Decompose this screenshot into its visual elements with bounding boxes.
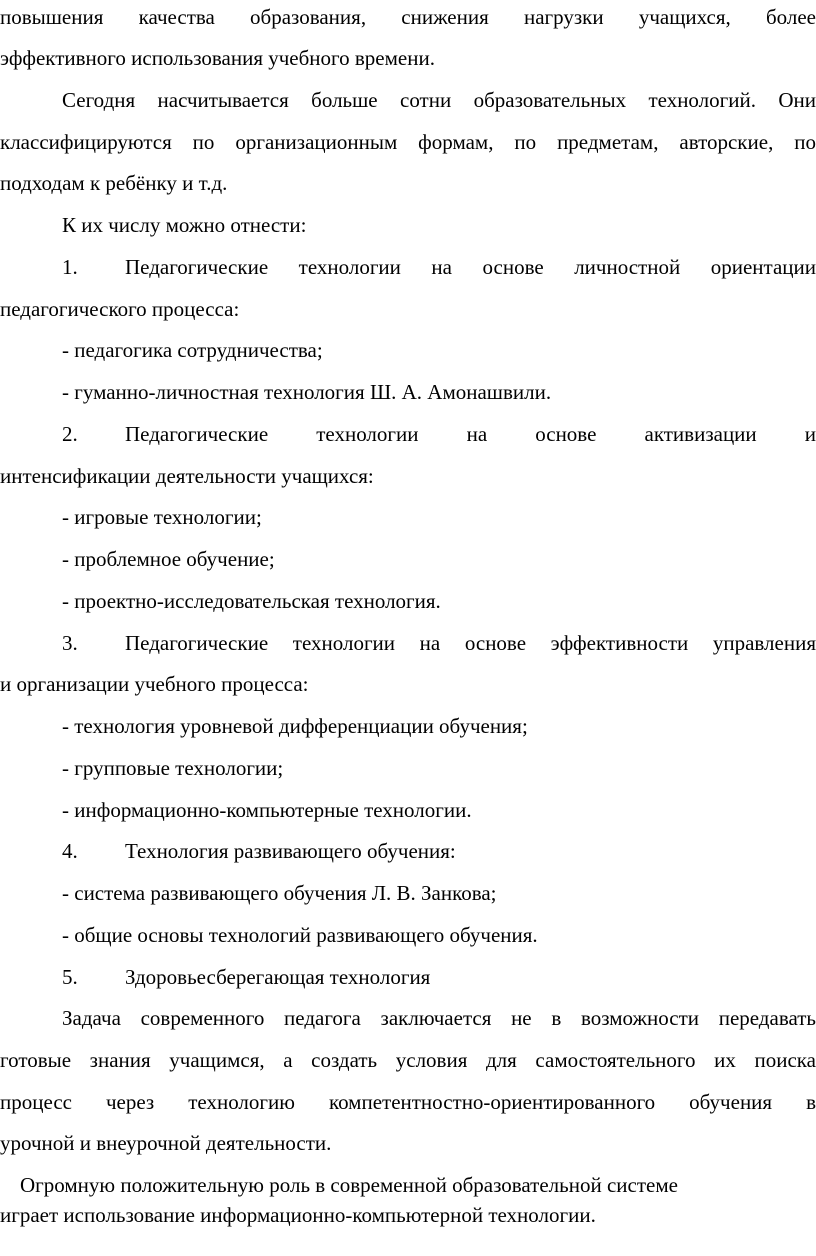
list-continuation: педагогического процесса: (0, 297, 240, 321)
sub-item: - технология уровневой дифференциации обучения; (62, 714, 528, 738)
sub-item: - общие основы технологий развивающего обучения. (62, 923, 538, 947)
list-number: 4. (62, 839, 78, 863)
paragraph-line: К их числу можно отнести: (62, 213, 307, 237)
sub-item: - проблемное обучение; (62, 547, 275, 571)
sub-item: - система развивающего обучения Л. В. Занкова; (62, 881, 497, 905)
sub-item: - проектно-исследовательская технология. (62, 589, 441, 613)
paragraph-line: готовые знания учащимся, а создать условия для самостоятельного их поиска (0, 1048, 816, 1072)
paragraph-line: классифицируются по организационным формам, по предметам, авторские, по (0, 130, 816, 154)
list-item (0, 422, 816, 446)
list-item (0, 255, 816, 279)
sub-item: - гуманно-личностная технология Ш. А. Амонашвили. (62, 380, 552, 404)
list-item (0, 631, 816, 655)
sub-item: - педагогика сотрудничества; (62, 338, 323, 362)
paragraph-line: Огромную положительную роль в современной образовательной системе (20, 1173, 678, 1197)
list-item (0, 839, 816, 863)
list-text: Педагогические технологии на основе активизации и (125, 422, 816, 446)
list-number: 2. (62, 422, 78, 446)
sub-item: - групповые технологии; (62, 756, 284, 780)
paragraph-line: повышения качества образования, снижения нагрузки учащихся, более (0, 5, 816, 29)
list-number: 1. (62, 255, 78, 279)
list-number: 3. (62, 631, 78, 655)
paragraph-line: подходам к ребёнку и т.д. (0, 171, 228, 195)
sub-item: - игровые технологии; (62, 505, 262, 529)
list-item (0, 965, 816, 989)
paragraph-line: эффективного использования учебного времени. (0, 46, 435, 70)
list-text: Педагогические технологии на основе эффективности управления (125, 631, 816, 655)
list-text: Педагогические технологии на основе личностной ориентации (125, 255, 816, 279)
paragraph-line: Сегодня насчитывается больше сотни образовательных технологий. Они (62, 88, 816, 112)
list-continuation: интенсификации деятельности учащихся: (0, 464, 374, 488)
sub-item: - информационно-компьютерные технологии. (62, 798, 472, 822)
paragraph-line: играет использование информационно-компьютерной технологии. (0, 1203, 596, 1227)
paragraph-line: Задача современного педагога заключается не в возможности передавать (62, 1006, 816, 1030)
paragraph-line: процесс через технологию компетентностно-ориентированного обучения в (0, 1090, 816, 1114)
list-text: Технология развивающего обучения: (125, 839, 456, 863)
list-number: 5. (62, 965, 78, 989)
list-continuation: и организации учебного процесса: (0, 672, 309, 696)
paragraph-line: урочной и внеурочной деятельности. (0, 1131, 332, 1155)
list-text: Здоровьесберегающая технология (125, 965, 431, 989)
